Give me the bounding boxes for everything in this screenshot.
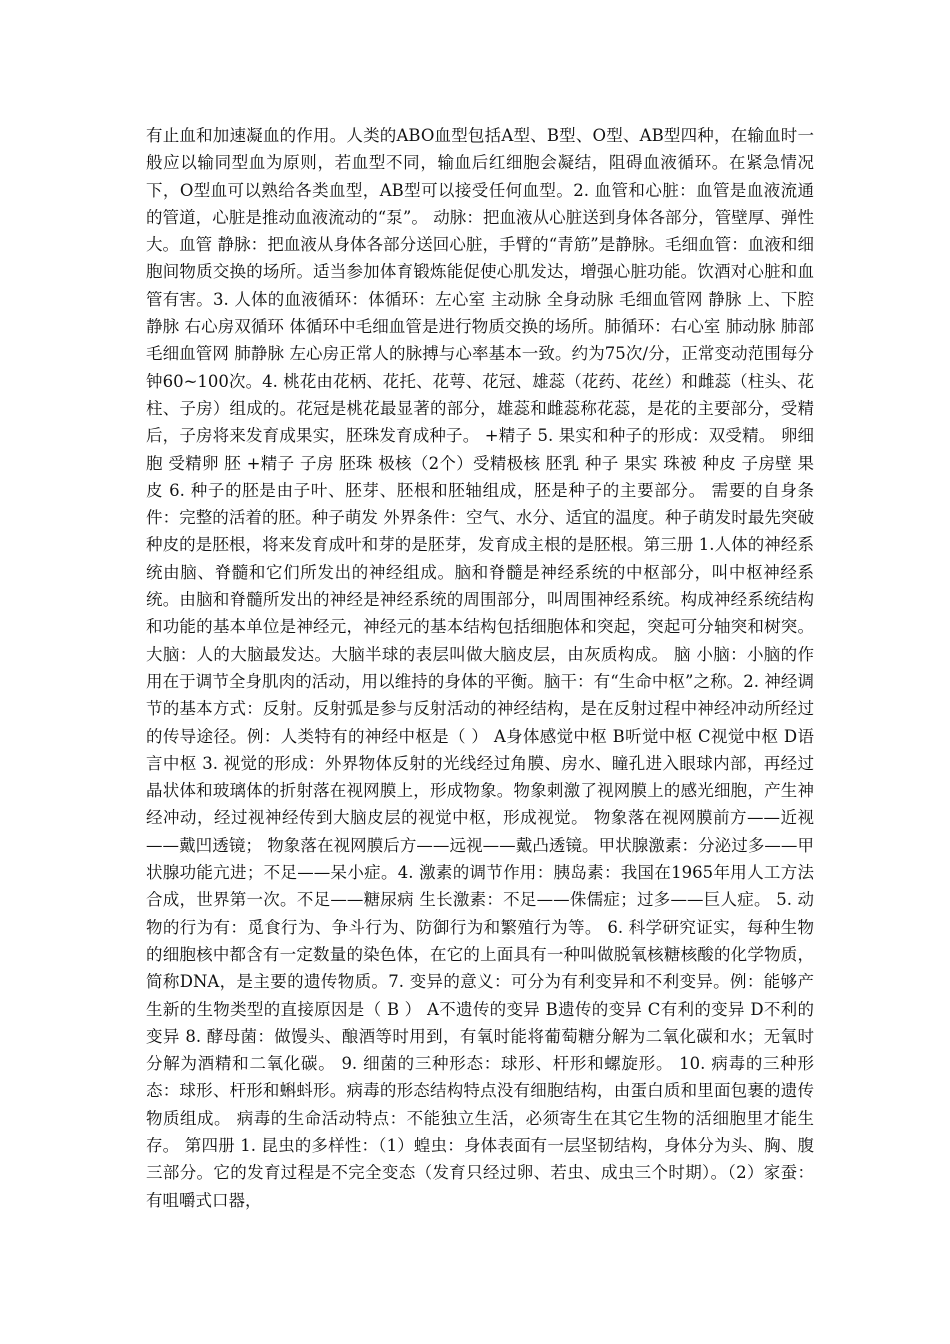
body-paragraph: 有止血和加速凝血的作用。人类的ABO血型包括A型、B型、O型、AB型四种，在输血时一般应以输同型血为原则，若血型不同，输血后红细胞会凝结，阻碍血液循环。在紧急情况下，O型血可以熟给各类血型，AB型可以接受任何血型。2. 血管和心脏：血管是血液流通的管道，心脏是推动血液流动的“泵”。 动脉：把血液从心脏送到身体各部分，管壁厚、弹性大。血管 静脉：把血液从身体各部分送回心脏，手臂的“青筋”是静脉。毛细血管：血液和细胞间物质交换的场所。适当参加体育锻炼能促使心肌发达，增强心脏功能。饮酒对心脏和血管有害。3. 人体的血液循环：体循环：左心室 主动脉 全身动脉 毛细血管网 静脉 上、下腔静脉 右心房双循环 体循环中毛细血管是进行物质交换的场所。肺循环：右心室 肺动脉 肺部毛细血管网 肺静脉 左心房正常人的脉搏与心率基本一致。约为75次/分，正常变动范围每分钟60~100次。4. 桃花由花柄、花托、花萼、花冠、雄蕊（花药、花丝）和雌蕊（柱头、花柱、子房）组成的。花冠是桃花最显著的部分，雄蕊和雌蕊称花蕊，是花的主要部分，受精后，子房将来发育成果实，胚珠发育成种子。 +精子 5. 果实和种子的形成：双受精。 卵细胞 受精卵 胚 +精子 子房 胚珠 极核（2个）受精极核 胚乳 种子 果实 珠被 种皮 子房壁 果皮 6. 种子的胚是由子叶、胚芽、胚根和胚轴组成，胚是种子的主要部分。 需要的自身条件：完整的活着的胚。种子萌发 外界条件：空气、水分、适宜的温度。种子萌发时最先突破种皮的是胚根，将来发育成叶和芽的是胚芽，发育成主根的是胚根。第三册 1.人体的神经系统由脑、脊髓和它们所发出的神经组成。脑和脊髓是神经系统的中枢部分，叫中枢神经系统。由脑和脊髓所发出的神经是神经系统的周围部分，叫周围神经系统。构成神经系统结构和功能的基本单位是神经元，神经元的基本结构包括细胞体和突起，突起可分轴突和树突。 大脑：人的大脑最发达。大脑半球的表层叫做大脑皮层，由灰质构成。 脑 小脑：小脑的作用在于调节全身肌肉的活动，用以维持的身体的平衡。脑干：有“生命中枢”之称。2. 神经调节的基本方式：反射。反射弧是参与反射活动的神经结构，是在反射过程中神经冲动所经过的传导途径。例：人类特有的神经中枢是（ ） A身体感觉中枢 B听觉中枢 C视觉中枢 D语言中枢 3. 视觉的形成：外界物体反射的光线经过角膜、房水、瞳孔进入眼球内部，再经过晶状体和玻璃体的折射落在视网膜上，形成物象。物象刺激了视网膜上的感光细胞，产生神经冲动，经过视神经传到大脑皮层的视觉中枢，形成视觉。 物象落在视网膜前方——近视——戴凹透镜； 物象落在视网膜后方——远视——戴凸透镜。甲状腺激素：分泌过多——甲状腺功能亢进；不足——呆小症。4. 激素的调节作用：胰岛素：我国在1965年用人工方法合成，世界第一次。不足——糖尿病 生长激素：不足——侏儒症；过多——巨人症。 5. 动物的行为有：觅食行为、争斗行为、防御行为和繁殖行为等。 6. 科学研究证实，每种生物的细胞核中都含有一定数量的染色体，在它的上面具有一种叫做脱氧核糖核酸的化学物质，简称DNA，是主要的遗传物质。7. 变异的意义：可分为有利变异和不利变异。例：能够产生新的生物类型的直接原因是（ B ） A不遗传的变异 B遗传的变异 C有利的变异 D不利的变异 8. 酵母菌：做馒头、酿酒等时用到，有氧时能将葡萄糖分解为二氧化碳和水；无氧时分解为酒精和二氧化碳。 9. 细菌的三种形态：球形、杆形和螺旋形。 10. 病毒的三种形态：球形、杆形和蝌蚪形。病毒的形态结构特点没有细胞结构，由蛋白质和里面包裹的遗传物质组成。 病毒的生命活动特点：不能独立生活，必须寄生在其它生物的活细胞里才能生存。 第四册 1. 昆虫的多样性：（1）蝗虫：身体表面有一层坚韧结构，身体分为头、胸、腹三部分。它的发育过程是不完全变态（发育只经过卵、若虫、成虫三个时期）。（2）家蚕：有咀嚼式口器， [146, 126, 814, 1210]
